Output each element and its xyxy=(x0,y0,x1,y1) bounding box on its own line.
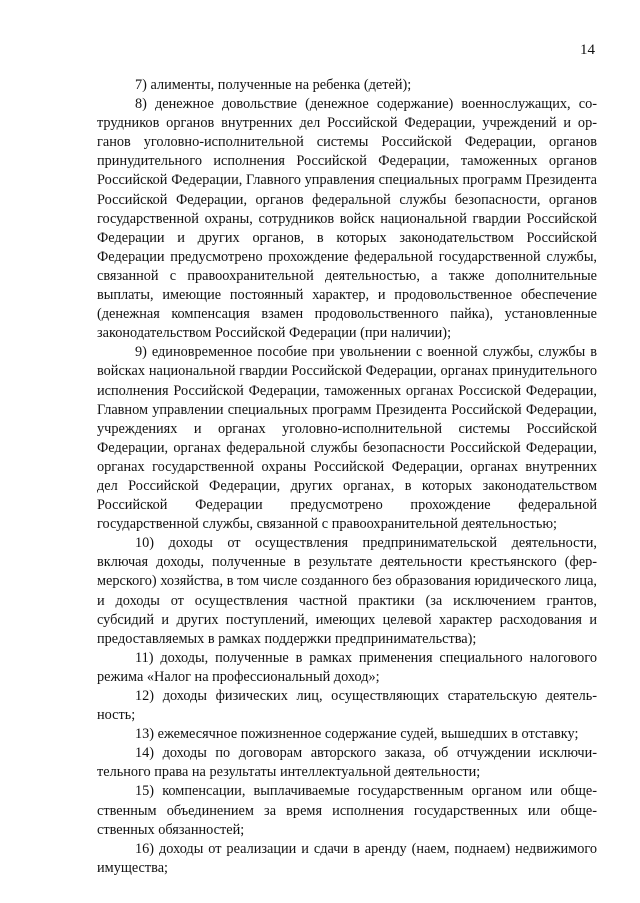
paragraph-item-10: 10) доходы от осуществления предпринимательской деятельности, включая доходы, полученные в результате деятельности крестьянского (фермерского) хозяйства, в том числе созданного без образования юридического лица, и доходы от осуществления частной практики (за исключением грантов, субсидий и других поступлений, имеющих целевой характер расходования и предоставляемых в рамках поддержки предпринимательства); xyxy=(97,535,597,647)
paragraph-item-12: 12) доходы физических лиц, осуществляющих старательскую деятельность; xyxy=(97,688,597,724)
document-body xyxy=(97,76,597,878)
paragraph-item-16: 16) доходы от реализации и сдачи в аренду (наем, поднаем) недвижимого имущества; xyxy=(97,840,597,876)
paragraph-item-15: 15) компенсации, выплачиваемые государственным органом или общественным объединением за время исполнения государственных или общественных обязанностей; xyxy=(97,783,597,838)
paragraph-item-7: 7) алименты, полученные на ребенка (детей); xyxy=(135,77,412,93)
paragraph-item-8: 8) денежное довольствие (денежное содержание) военнослужащих, сотрудников органов внутренних дел Российской Федерации, учреждений и органов уголовно-исполнительной системы Российской Федерации, органов принудительного исполнения Российской Федерации, таможенных органов Российской Федерации, Главного управления специальных программ Президента Российской Федерации, органов федеральной службы безопасности, органов государственной охраны, сотрудников войск национальной гвардии Российской Федерации и других органов, в которых законодательством Российской Федерации предусмотрено прохождение федеральной государственной службы, связанной с правоохранительной деятельностью, а также дополнительные выплаты, имеющие постоянный характер, и продовольственное обеспечение (денежная компенсация взамен продовольственного пайка), установленные законодательством Российской Федерации (при наличии); xyxy=(97,96,597,342)
page-number: 14 xyxy=(580,42,595,58)
paragraph-item-11: 11) доходы, полученные в рамках применения специального налогового режима «Налог на профессиональный доход»; xyxy=(97,649,597,685)
paragraph-item-14: 14) доходы по договорам авторского заказа, об отчуждении исключительного права на результаты интеллектуальной деятельности; xyxy=(97,745,597,781)
paragraph-item-9: 9) единовременное пособие при увольнении с военной службы, службы в войсках национальной гвардии Российской Федерации, органах принудительного исполнения Российской Федерации, таможенных органах Россиской Федерации, Главном управлении специальных программ Президента Российской Федерации, учреждениях и органах уголовно-исполнительной системы Российской Федерации, органах федеральной службы безопасности Российской Федерации, органах государственной охраны Российской Федерации, органах внутренних дел Российской Федерации, других органах, в которых законодательством Российской Федерации предусмотрено прохождение федеральной государственной службы, связанной с правоохранительной деятельностью; xyxy=(97,344,597,533)
paragraph-item-13: 13) ежемесячное пожизненное содержание судей, вышедших в отставку; xyxy=(135,726,579,743)
